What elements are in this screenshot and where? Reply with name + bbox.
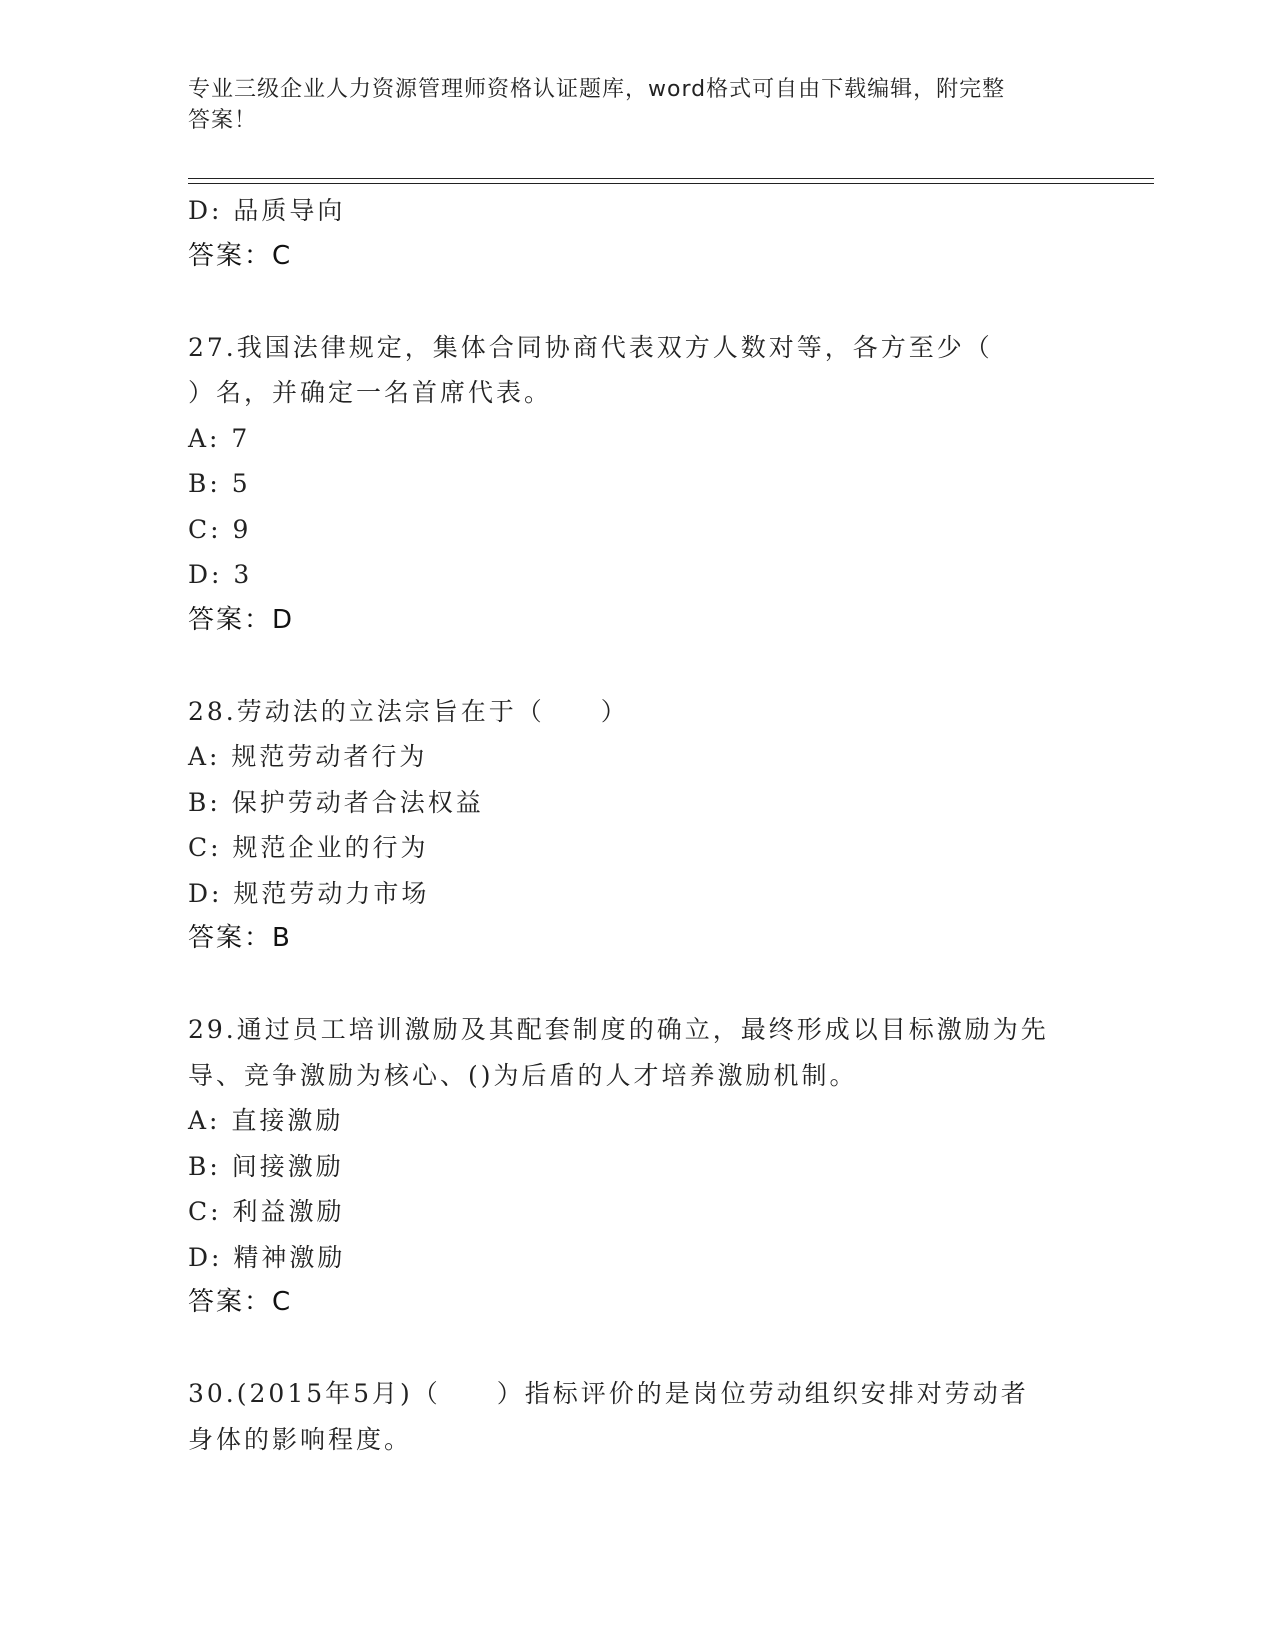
option-c: C: 规范企业的行为 bbox=[188, 833, 429, 862]
question-text-line-1: 29.通过员工培训激励及其配套制度的确立，最终形成以目标激励为先 bbox=[188, 1015, 1049, 1044]
option-d: D: 规范劳动力市场 bbox=[188, 878, 430, 908]
option-d: D: 品质导向 bbox=[188, 196, 346, 225]
answer-line: 答案：D bbox=[188, 604, 295, 635]
option-b: B: 5 bbox=[188, 469, 251, 498]
question-spacer bbox=[188, 643, 1088, 689]
question-fragment bbox=[188, 188, 1088, 279]
question-text-line-2: 导、竞争激励为核心、()为后盾的人才培养激励机制。 bbox=[188, 1060, 858, 1090]
question-text-line-1: 27.我国法律规定，集体合同协商代表双方人数对等，各方至少（ bbox=[188, 332, 993, 362]
question-text-line-1: 28.劳动法的立法宗旨在于（ ） bbox=[188, 696, 629, 726]
option-d: D: 3 bbox=[188, 560, 253, 589]
question-27 bbox=[188, 325, 1088, 644]
answer-line: 答案：C bbox=[188, 1287, 293, 1317]
question-spacer bbox=[188, 962, 1088, 1008]
question-spacer bbox=[188, 1326, 1088, 1372]
option-a: A: 7 bbox=[188, 423, 251, 453]
option-c: C: 利益激励 bbox=[188, 1197, 345, 1226]
header-rule-top bbox=[188, 178, 1154, 179]
question-spacer bbox=[188, 279, 1088, 325]
document-header bbox=[188, 74, 1088, 136]
option-a: A: 直接激励 bbox=[188, 1106, 344, 1135]
option-d: D: 精神激励 bbox=[188, 1242, 346, 1272]
question-29 bbox=[188, 1007, 1088, 1326]
header-rule-bottom bbox=[188, 183, 1154, 184]
header-line-2: 答案！ bbox=[188, 108, 258, 133]
question-30 bbox=[188, 1371, 1088, 1462]
document-body bbox=[188, 188, 1088, 1462]
header-line-1: 专业三级企业人力资源管理师资格认证题库，word格式可自由下载编辑，附完整 bbox=[188, 77, 1006, 102]
option-b: B: 间接激励 bbox=[188, 1151, 344, 1181]
option-a: A: 规范劳动者行为 bbox=[188, 742, 428, 771]
answer-line: 答案：C bbox=[188, 240, 293, 271]
option-b: B: 保护劳动者合法权益 bbox=[188, 787, 484, 817]
question-text-line-2: 身体的影响程度。 bbox=[188, 1424, 413, 1454]
answer-line: 答案：B bbox=[188, 923, 292, 953]
question-text-line-1: 30.(2015年5月)（ ）指标评价的是岗位劳动组织安排对劳动者 bbox=[188, 1379, 1029, 1408]
option-c: C: 9 bbox=[188, 514, 252, 544]
question-28 bbox=[188, 689, 1088, 962]
question-text-line-2: ）名，并确定一名首席代表。 bbox=[188, 378, 553, 407]
